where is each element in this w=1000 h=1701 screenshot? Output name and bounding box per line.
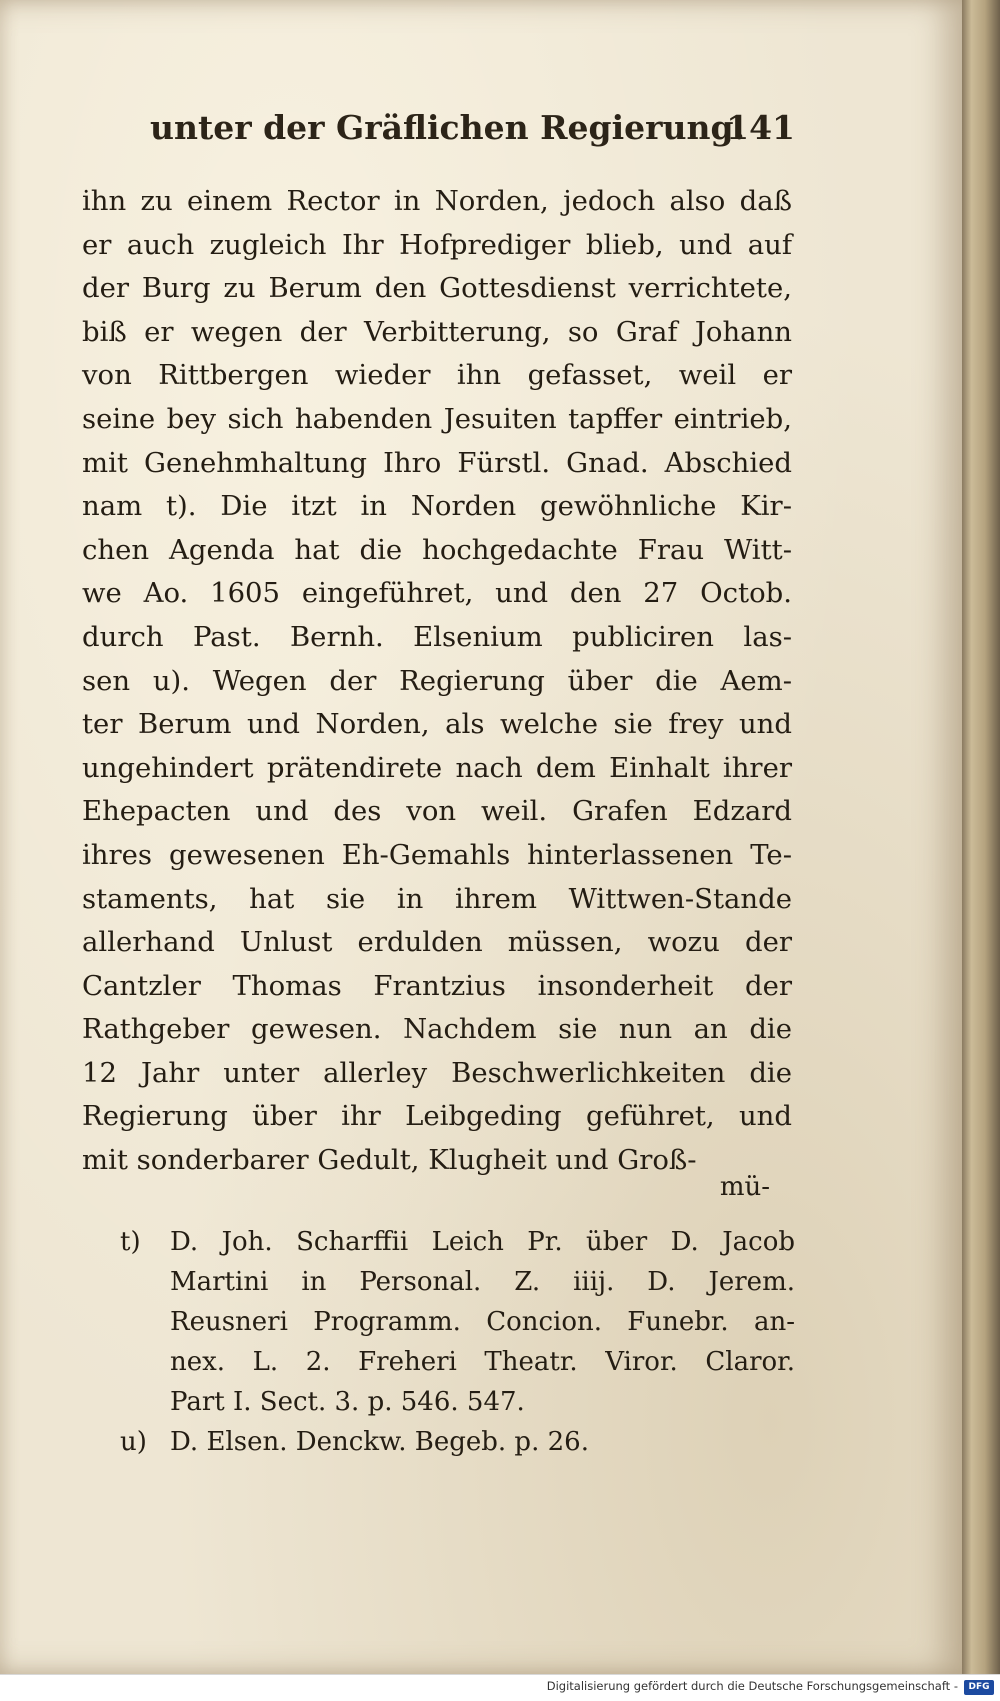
body-line: Ehepacten und des von weil. Grafen Edzard [82,795,792,828]
body-line: allerhand Unlust erdulden müssen, wozu der [82,926,792,959]
credit-bar [0,1674,1000,1701]
footnote-line: nex. L. 2. Freheri Theatr. Viror. Claror. [170,1347,795,1377]
footnote-line: D. Elsen. Denckw. Begeb. p. 26. [170,1427,589,1457]
book-page-edge [962,0,1000,1674]
catchword: mü- [719,1172,770,1202]
footnote-line: Part I. Sect. 3. p. 546. 547. [170,1387,525,1417]
body-line: Rathgeber gewesen. Nachdem sie nun an die [82,1013,792,1046]
body-line: ihres gewesenen Eh-Gemahls hinterlassenen Te- [82,838,792,871]
body-line: 12 Jahr unter allerley Beschwerlichkeiten die [82,1056,792,1089]
body-line: nam t). Die itzt in Norden gewöhnliche Kir- [82,490,792,523]
footnote-line: Martini in Personal. Z. iiij. D. Jerem. [170,1267,795,1297]
body-line: sen u). Wegen der Regierung über die Aem- [82,664,792,697]
body-line: von Rittbergen wieder ihn gefasset, weil er [82,359,792,392]
footnotes [120,1222,795,1462]
footnote-t [120,1222,795,1422]
body-line: mit Genehmhaltung Ihro Fürstl. Gnad. Abschied [82,446,792,479]
dfg-logo-icon: DFG [964,1680,994,1695]
body-line: mit sonderbarer Gedult, Klugheit und Groß- [82,1144,697,1177]
body-line: Cantzler Thomas Frantzius insonderheit der [82,969,792,1002]
page-header [150,108,795,158]
body-line: ter Berum und Norden, als welche sie frey und [82,708,792,741]
footnote-u [120,1422,795,1462]
body-text [82,180,792,1183]
body-line: der Burg zu Berum den Gottesdienst verrichtete, [82,272,792,305]
body-line: biß er wegen der Verbitterung, so Graf Johann [82,315,792,348]
footnote-marker: u) [120,1427,147,1457]
running-title: unter der Gräflichen Regierung. [150,108,746,147]
body-line: er auch zugleich Ihr Hofprediger blieb, und auf [82,228,792,261]
body-line: durch Past. Bernh. Elsenium publiciren las- [82,620,792,653]
footnote-line: D. Joh. Scharffii Leich Pr. über D. Jacob [170,1227,795,1257]
body-line: seine bey sich habenden Jesuiten tapffer eintrieb, [82,402,792,435]
body-line: chen Agenda hat die hochgedachte Frau Witt- [82,533,792,566]
body-line: Regierung über ihr Leibgeding geführet, und [82,1100,792,1133]
page-number: 141 [726,108,795,147]
body-line: ihn zu einem Rector in Norden, jedoch also daß [82,185,792,217]
credit-text: Digitalisierung gefördert durch die Deutsche Forschungsgemeinschaft - [546,1679,958,1693]
footnote-line: Reusneri Programm. Concion. Funebr. an- [170,1307,795,1337]
body-line: we Ao. 1605 eingeführet, und den 27 Octob. [82,577,792,610]
footnote-marker: t) [120,1227,141,1257]
body-line: staments, hat sie in ihrem Wittwen-Stande [82,882,792,915]
body-line: ungehindert prätendirete nach dem Einhalt ihrer [82,751,792,784]
